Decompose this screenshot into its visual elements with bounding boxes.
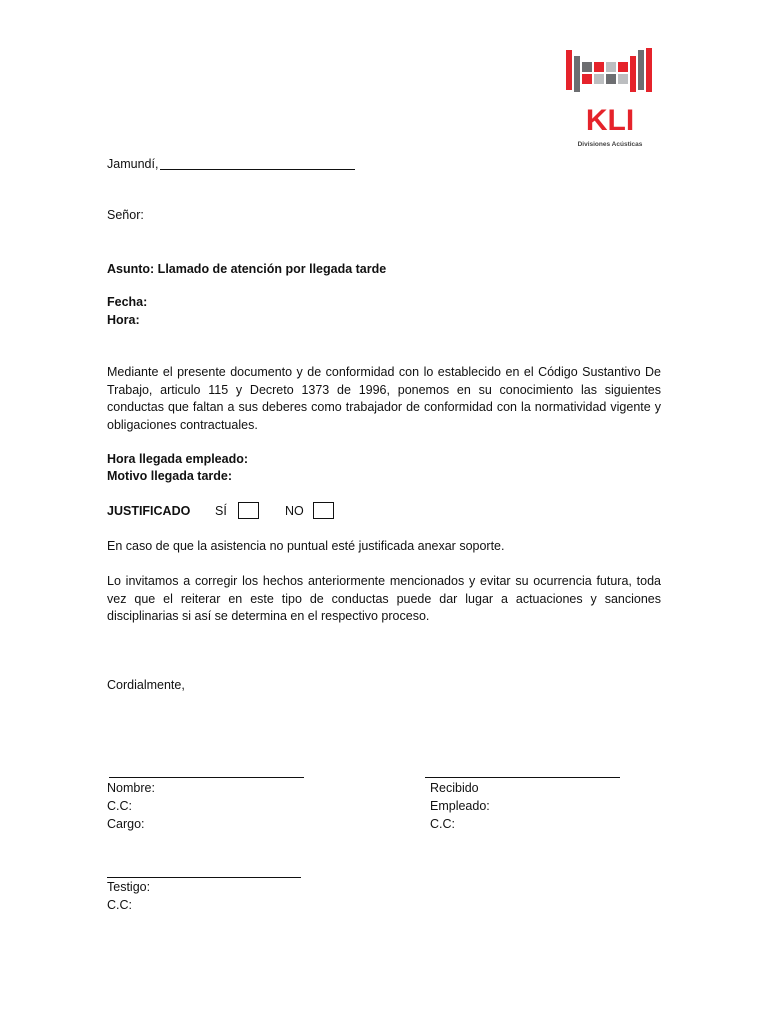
closing: Cordialmente, (107, 678, 185, 692)
body-paragraph-1: Mediante el presente documento y de conformidad con lo establecido en el Código Sustantivo De Trabajo, articulo 115 y Decreto 1373 de 1996, ponemos en su conocimiento las siguientes conductas que faltan a sus deberes como trabajador de conformidad con la normatividad vigente y obligaciones contractuales. (107, 365, 661, 432)
date-underline (160, 169, 355, 170)
body-paragraph-2: En caso de que la asistencia no puntual esté justificada anexar soporte. (107, 539, 505, 553)
hora-llegada-label: Hora llegada empleado: (107, 452, 249, 466)
logo-brand-text: KLI (585, 104, 635, 137)
body-paragraph-3: Lo invitamos a corregir los hechos anteriormente mencionados y evitar su ocurrencia futura, toda vez que el reiterar en este tipo de conductas puede dar lugar a actuaciones y sanciones disciplinarias si así se determina en el respectivo proceso. (107, 574, 661, 623)
logo-bars-icon (566, 48, 652, 92)
issuer-role-label: Cargo: (107, 817, 145, 831)
receiver-received-label: Recibido (430, 781, 479, 795)
salutation: Señor: (107, 208, 144, 222)
hora-label: Hora: (107, 313, 140, 327)
subject-line: Asunto: Llamado de atención por llegada tarde (107, 262, 387, 276)
fecha-label: Fecha: (107, 295, 148, 309)
receiver-employee-label: Empleado: (430, 799, 490, 813)
receiver-cc-label: C.C: (430, 817, 455, 831)
logo-tagline: Divisiones Acústicas (577, 141, 643, 148)
issuer-cc-label: C.C: (107, 799, 132, 813)
justificado-label: JUSTIFICADO (107, 504, 191, 518)
si-label: SÍ (215, 504, 227, 518)
place-label: Jamundí, (107, 157, 159, 171)
no-label: NO (285, 504, 304, 518)
motivo-label: Motivo llegada tarde: (107, 469, 233, 483)
witness-label: Testigo: (107, 880, 151, 894)
witness-cc-label: C.C: (107, 898, 132, 912)
si-checkbox[interactable] (238, 502, 259, 519)
kli-logo (560, 44, 660, 152)
issuer-signature-line (109, 777, 304, 778)
no-checkbox[interactable] (313, 502, 334, 519)
witness-signature-line (107, 877, 301, 878)
receiver-signature-line (425, 777, 620, 778)
issuer-name-label: Nombre: (107, 781, 155, 795)
